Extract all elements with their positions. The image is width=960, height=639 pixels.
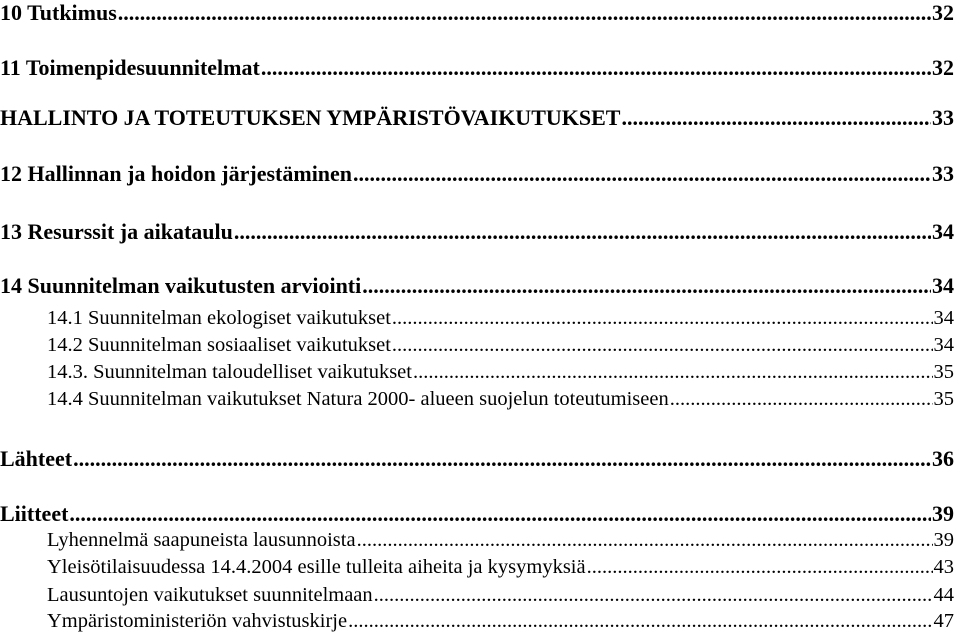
dot-leader	[261, 55, 931, 81]
dot-leader	[69, 501, 931, 527]
dot-leader	[587, 556, 933, 579]
toc-entry-page: 35	[933, 388, 954, 410]
toc-entry[interactable]	[0, 556, 960, 579]
toc-entry[interactable]	[0, 0, 960, 26]
toc-entry-title: 14.3. Suunnitelman taloudelliset vaikutukset	[47, 361, 412, 383]
toc-entry-title: 10 Tutkimus	[0, 0, 117, 25]
toc-entry-page: 32	[932, 55, 954, 80]
dot-leader	[118, 0, 931, 26]
toc-entry-page: 36	[932, 446, 954, 471]
toc-entry-title: 13 Resurssit ja aikataulu	[0, 219, 233, 244]
toc-entry[interactable]	[0, 273, 960, 299]
toc-entry[interactable]	[0, 446, 960, 472]
toc-entry-page: 47	[933, 610, 954, 632]
dot-leader	[348, 610, 932, 633]
toc-entry[interactable]	[0, 361, 960, 384]
dot-leader	[670, 388, 933, 411]
toc-entry-title: 14.4 Suunnitelman vaikutukset Natura 2000- alueen suojelun toteutumiseen	[47, 388, 669, 410]
dot-leader	[357, 529, 933, 552]
toc-entry-title: 12 Hallinnan ja hoidon järjestäminen	[0, 161, 353, 186]
toc-entry-title: Lähteet	[0, 446, 73, 471]
toc-entry-page: 34	[933, 334, 954, 356]
toc-entry-title: Liitteet	[0, 501, 69, 526]
toc-entry[interactable]	[0, 610, 960, 633]
toc-entry-title: 11 Toimenpidesuunnitelmat	[0, 55, 260, 80]
dot-leader	[621, 105, 931, 131]
toc-entry[interactable]	[0, 584, 960, 607]
dot-leader	[413, 361, 933, 384]
toc-entry[interactable]	[0, 307, 960, 330]
toc-entry-page: 35	[933, 361, 954, 383]
toc-entry-title: Yleisötilaisuudessa 14.4.2004 esille tulleita aiheita ja kysymyksiä	[47, 556, 586, 578]
toc-entry-title: HALLINTO JA TOTEUTUKSEN YMPÄRISTÖVAIKUTUKSET	[0, 105, 621, 130]
dot-leader	[392, 334, 933, 357]
toc-entry[interactable]	[0, 529, 960, 552]
toc-entry[interactable]	[0, 219, 960, 245]
toc-entry-title: Ympäristoministeriön vahvistuskirje	[47, 610, 348, 632]
toc-entry-title: 14.1 Suunnitelman ekologiset vaikutukset	[47, 307, 391, 329]
toc-entry-page: 32	[932, 0, 954, 25]
toc-entry-page: 33	[932, 161, 954, 186]
toc-entry[interactable]	[0, 105, 960, 131]
toc-entry-title: Lausuntojen vaikutukset suunnitelmaan	[47, 584, 373, 606]
toc-entry-page: 34	[932, 219, 954, 244]
toc-entry-page: 34	[933, 307, 954, 329]
toc-entry-page: 39	[932, 501, 954, 526]
dot-leader	[73, 446, 931, 472]
dot-leader	[392, 307, 933, 330]
toc-entry[interactable]	[0, 501, 960, 527]
toc-entry-page: 39	[933, 529, 954, 551]
toc-entry-page: 44	[933, 584, 954, 606]
dot-leader	[234, 219, 931, 245]
toc-entry-page: 43	[933, 556, 954, 578]
toc-entry[interactable]	[0, 55, 960, 81]
toc-entry[interactable]	[0, 334, 960, 357]
toc-entry[interactable]	[0, 161, 960, 187]
toc-entry-title: 14 Suunnitelman vaikutusten arviointi	[0, 273, 362, 298]
toc-entry-page: 34	[932, 273, 954, 298]
dot-leader	[374, 584, 933, 607]
toc-entry-title: 14.2 Suunnitelman sosiaaliset vaikutukset	[47, 334, 391, 356]
dot-leader	[362, 273, 931, 299]
toc-entry[interactable]	[0, 388, 960, 411]
toc-entry-page: 33	[932, 105, 954, 130]
toc-entry-title: Lyhennelmä saapuneista lausunnoista	[47, 529, 356, 551]
dot-leader	[353, 161, 931, 187]
